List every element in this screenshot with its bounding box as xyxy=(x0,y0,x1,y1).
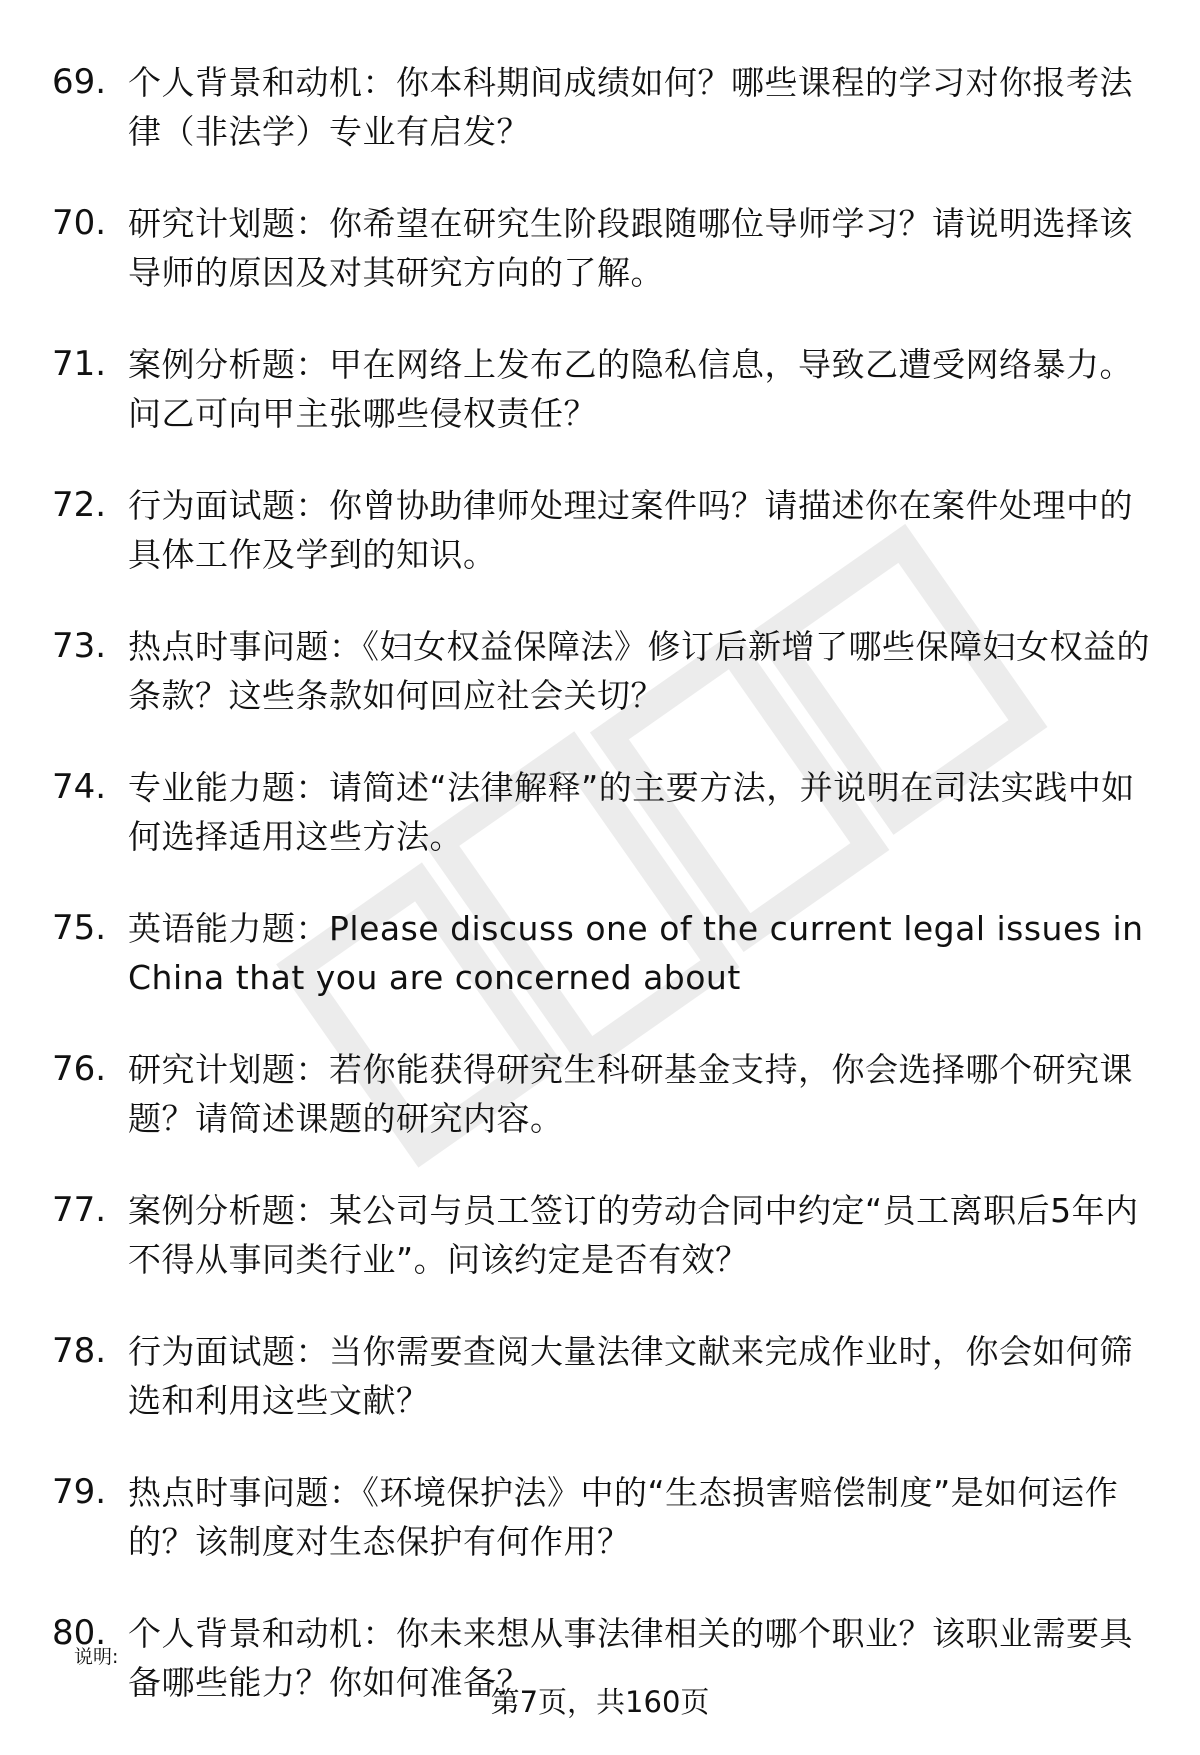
question-number: 78. xyxy=(52,1331,107,1371)
question-item-74 xyxy=(52,763,1162,861)
question-item-70 xyxy=(52,199,1162,297)
question-number: 74. xyxy=(52,767,107,807)
question-text: 热点时事问题：《妇女权益保障法》修订后新增了哪些保障妇女权益的条款？这些条款如何回应社会关切？ xyxy=(128,627,1150,715)
question-text: 案例分析题：甲在网络上发布乙的隐私信息，导致乙遭受网络暴力。问乙可向甲主张哪些侵权责任？ xyxy=(128,345,1133,433)
question-text: 个人背景和动机：你本科期间成绩如何？哪些课程的学习对你报考法律（非法学）专业有启发？ xyxy=(128,63,1133,151)
question-text: 研究计划题：你希望在研究生阶段跟随哪位导师学习？请说明选择该导师的原因及对其研究方向的了解。 xyxy=(128,204,1133,292)
question-number: 72. xyxy=(52,485,107,525)
question-number: 79. xyxy=(52,1472,107,1512)
question-text: 个人背景和动机：你未来想从事法律相关的哪个职业？该职业需要具备哪些能力？你如何准备？ xyxy=(128,1614,1133,1702)
question-number: 69. xyxy=(52,62,107,102)
question-item-71 xyxy=(52,340,1162,438)
question-item-72 xyxy=(52,481,1162,579)
question-list xyxy=(52,58,1162,1750)
question-text: 英语能力题：Please discuss one of the current legal issues in China that you are concerned about xyxy=(128,909,1144,997)
question-text: 案例分析题：某公司与员工签订的劳动合同中约定“员工离职后5年内不得从事同类行业”。问该约定是否有效？ xyxy=(128,1191,1139,1279)
question-number: 71. xyxy=(52,344,107,384)
question-text: 研究计划题：若你能获得研究生科研基金支持，你会选择哪个研究课题？请简述课题的研究内容。 xyxy=(128,1050,1133,1138)
page-footer: 第7页，共160页 xyxy=(490,1685,710,1719)
question-item-73 xyxy=(52,622,1162,720)
question-text: 行为面试题：你曾协助律师处理过案件吗？请描述你在案件处理中的具体工作及学到的知识。 xyxy=(128,486,1133,574)
question-number: 80. xyxy=(52,1613,107,1653)
question-item-75 xyxy=(52,904,1162,1002)
question-item-69 xyxy=(52,58,1162,156)
note-label: 说明: xyxy=(74,1646,119,1668)
question-text: 行为面试题：当你需要查阅大量法律文献来完成作业时，你会如何筛选和利用这些文献？ xyxy=(128,1332,1133,1420)
question-number: 75. xyxy=(52,908,107,948)
question-text: 专业能力题：请简述“法律解释”的主要方法，并说明在司法实践中如何选择适用这些方法。 xyxy=(128,768,1135,856)
question-item-76 xyxy=(52,1045,1162,1143)
question-item-78 xyxy=(52,1327,1162,1425)
question-text: 热点时事问题：《环境保护法》中的“生态损害赔偿制度”是如何运作的？该制度对生态保护有何作用？ xyxy=(128,1473,1119,1561)
question-item-79 xyxy=(52,1468,1162,1566)
question-item-77 xyxy=(52,1186,1162,1284)
question-number: 70. xyxy=(52,203,107,243)
question-number: 76. xyxy=(52,1049,107,1089)
question-number: 73. xyxy=(52,626,107,666)
question-number: 77. xyxy=(52,1190,107,1230)
